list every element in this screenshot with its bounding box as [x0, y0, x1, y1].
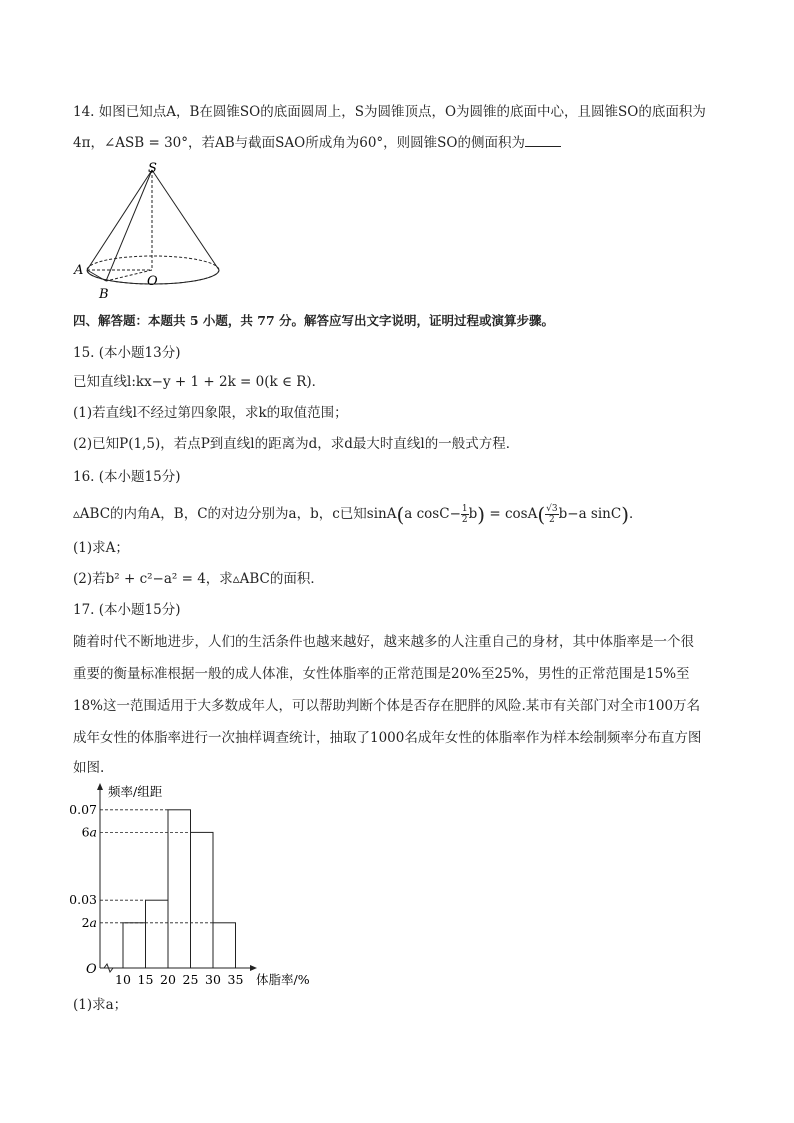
- q14-line2: [73, 133, 561, 153]
- x-tick-label: 10: [115, 972, 131, 987]
- q17-para-line1: 随着时代不断地进步，人们的生活条件也越来越好，越来越多的人注重自己的身材，其中体脂率是一个很: [73, 634, 694, 650]
- cone-diagram: [70, 158, 230, 303]
- segment-ob: [106, 270, 152, 281]
- x-tick-label: 25: [182, 972, 199, 987]
- q16-frac-half: $\frac{1}{2}$: [461, 504, 468, 525]
- x-tick-label: 20: [160, 972, 176, 987]
- x-tick-label: 30: [205, 972, 221, 987]
- x-axis-label: 体脂率/%: [256, 972, 310, 987]
- q16-part2: (2)若b² + c²−a² = 4，求▵ABC的面积．: [73, 571, 324, 587]
- q16-header: 16. (本小题15分): [73, 469, 181, 485]
- cone-edge-sb: [106, 170, 152, 281]
- q17-para-line4: 成年女性的体脂率进行一次抽样调查统计，抽取了1000名成年女性的体脂率作为样本绘制频率分布直方图: [73, 730, 702, 746]
- q14-line2-text: 4π，∠ASB = 30°，若AB与截面SAO所成角为60°，则圆锥SO的侧面积为: [73, 135, 525, 151]
- q14-line1: 14. 如图已知点A，B在圆锥SO的底面圆周上，S为圆锥顶点，O为圆锥的底面中心，且圆锥SO的底面积为: [73, 104, 706, 120]
- q15-part2: (2)已知P(1,5)，若点P到直线l的距离为d，求d最大时直线l的一般式方程．: [73, 436, 520, 452]
- q16-stem-c: b: [468, 506, 478, 522]
- y-tick-label: 2a: [81, 914, 97, 930]
- segment-ab: [87, 270, 106, 281]
- q15-stem: 已知直线l:kx−y + 1 + 2k = 0(k ∈ R)．: [73, 374, 326, 390]
- q16-stem-b: a cosC−: [404, 506, 461, 522]
- cone-edge-left: [87, 170, 152, 270]
- q16-stem: ▵ABC的内角A，B，C的对边分别为a，b，c已知sinA(a cosC− $\frac{1}{2}$ b) = cosA( $\frac{√3}{2}$ b−a sinC)．: [73, 502, 643, 527]
- q17-para-line3: 18%这一范围适用于大多数成年人，可以帮助判断个体是否存在肥胖的风险.某市有关部门对全市100万名: [73, 698, 701, 714]
- q15-part1: (1)若直线l不经过第四象限，求k的取值范围；: [73, 405, 348, 421]
- y-axis-arrow: [97, 783, 103, 790]
- histogram-bar: [191, 832, 214, 968]
- histogram-bar: [168, 810, 191, 968]
- label-a: A: [74, 263, 84, 278]
- x-axis-arrow: [250, 965, 257, 971]
- q16-frac-sqrt3: $\frac{√3}{2}$: [546, 504, 558, 525]
- histogram: [60, 780, 340, 995]
- histogram-bar: [146, 900, 169, 968]
- cone-edge-right: [152, 170, 219, 270]
- x-tick-label: 15: [137, 972, 154, 987]
- section-4-heading: 四、解答题：本题共 5 小题，共 77 分。解答应写出文字说明，证明过程或演算步骤。: [73, 313, 555, 328]
- y-tick-label: 0.03: [69, 892, 97, 908]
- q16-stem-a: ▵ABC的内角A，B，C的对边分别为a，b，c已知sinA: [73, 506, 397, 522]
- histogram-bar: [213, 923, 236, 968]
- q17-part1: (1)求a；: [73, 997, 128, 1013]
- answer-blank: [525, 134, 561, 147]
- q17-para-line5: 如图.: [73, 760, 105, 776]
- origin-label: O: [86, 962, 97, 977]
- y-tick-label: 6a: [81, 824, 97, 840]
- x-tick-label: 35: [227, 972, 244, 987]
- label-s: S: [148, 161, 157, 176]
- histogram-bar: [123, 923, 146, 968]
- y-axis-label: 频率/组距: [108, 784, 163, 799]
- q16-stem-d: = cosA: [485, 506, 538, 522]
- y-tick-label: 0.07: [69, 801, 97, 817]
- q17-header: 17. (本小题15分): [73, 602, 181, 618]
- label-b: B: [99, 287, 109, 302]
- q16-stem-f: ．: [629, 506, 643, 522]
- q16-part1: (1)求A；: [73, 540, 129, 556]
- q16-stem-e: b−a sinC: [558, 506, 622, 522]
- q17-para-line2: 重要的衡量标准根据一般的成人体准，女性体脂率的正常范围是20%至25%，男性的正常范围是15%至: [73, 666, 690, 682]
- label-o: O: [147, 274, 158, 289]
- q15-header: 15. (本小题13分): [73, 345, 181, 361]
